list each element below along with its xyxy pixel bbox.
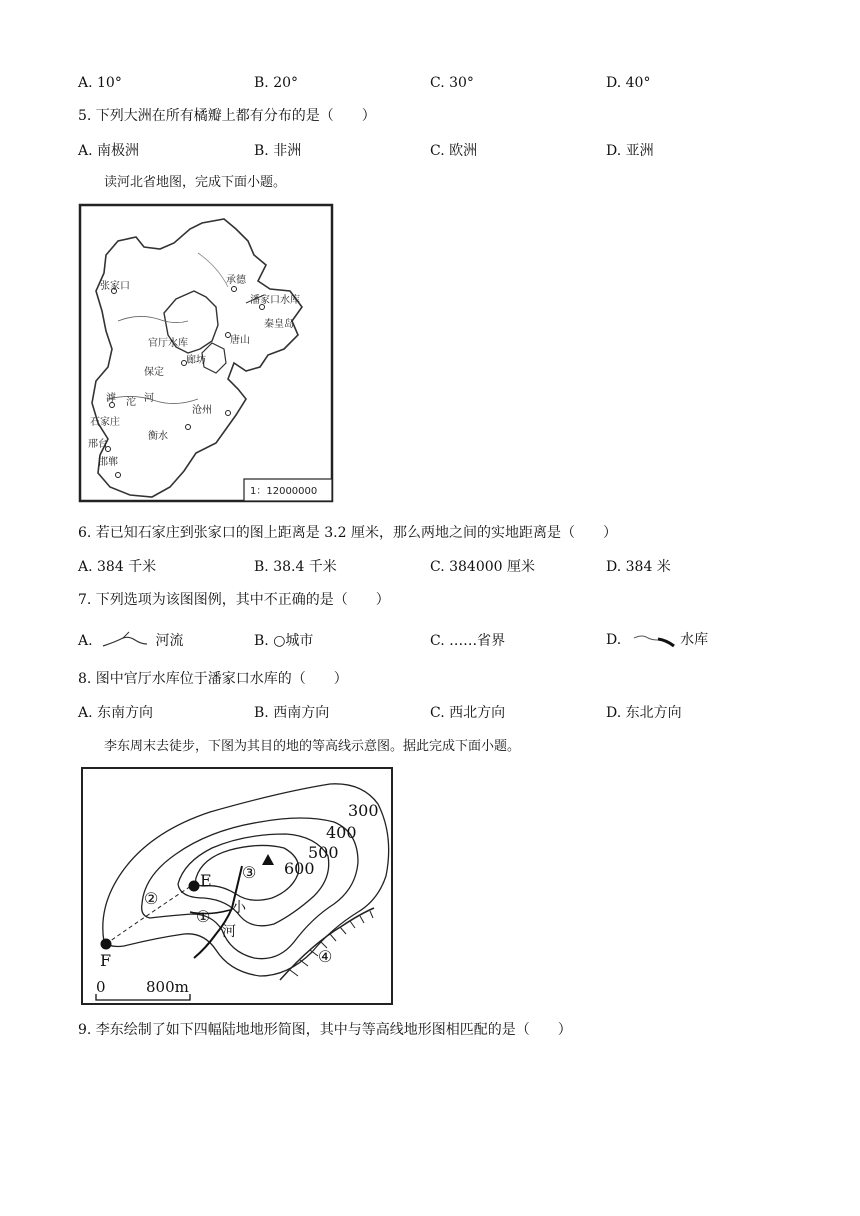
q7-option-c-letter: C. xyxy=(430,633,445,649)
contour-map xyxy=(80,766,394,1007)
contour-intro: 李东周末去徒步，下图为其目的地的等高线示意图。据此完成下面小题。 xyxy=(104,739,521,754)
city-label: 保定 xyxy=(144,367,164,378)
city-label: 官厅水库 xyxy=(148,338,188,349)
q7-option-d xyxy=(606,628,708,652)
q8-stem: 8. 图中官厅水库位于潘家口水库的（ ） xyxy=(78,671,348,687)
city-label: 唐山 xyxy=(230,335,250,346)
q7-option-b xyxy=(254,632,313,650)
city-label: 承德 xyxy=(226,275,246,286)
q7-option-a-letter: A. xyxy=(78,633,93,649)
city-label: 石家庄 xyxy=(90,417,120,428)
q6-option-a: A. 384 千米 xyxy=(78,559,157,575)
marker-2: ② xyxy=(144,889,159,908)
city-label: 邯郸 xyxy=(98,457,118,468)
q7-option-a-text: 河流 xyxy=(155,633,184,649)
contour-level-label: 400 xyxy=(326,823,357,842)
q4-option-a: A. 10° xyxy=(78,75,122,91)
q5-option-a: A. 南极洲 xyxy=(78,143,140,159)
q8-option-a: A. 东南方向 xyxy=(78,705,154,721)
q9-stem: 9. 李东绘制了如下四幅陆地地形简图，其中与等高线地形图相匹配的是（ ） xyxy=(78,1022,572,1038)
city-label: 沧州 xyxy=(192,405,212,416)
q8-option-d: D. 东北方向 xyxy=(606,705,682,721)
q8-option-c: C. 西北方向 xyxy=(430,705,506,721)
q6-option-b: B. 38.4 千米 xyxy=(254,559,337,575)
city-label: 廊坊 xyxy=(186,355,206,366)
point-f-marker xyxy=(101,939,112,950)
map-scale: 1：12000000 xyxy=(250,486,318,497)
q7-option-c xyxy=(430,632,505,650)
city-label: 张家口 xyxy=(100,281,130,292)
q5-stem: 5. 下列大洲在所有橘瓣上都有分布的是（ ） xyxy=(78,108,376,124)
q7-option-b-letter: B. xyxy=(254,633,269,649)
point-e-label: E xyxy=(200,871,212,890)
q7-stem: 7. 下列选项为该图图例，其中不正确的是（ ） xyxy=(78,592,390,608)
point-f-label: F xyxy=(100,951,112,970)
city-label: 邢台 xyxy=(88,439,108,450)
contour-level-label: 600 xyxy=(284,859,315,878)
map-intro: 读河北省地图，完成下面小题。 xyxy=(104,175,287,190)
q5-option-b: B. 非洲 xyxy=(254,143,302,159)
hebei-map xyxy=(78,203,338,505)
q4-option-c: C. 30° xyxy=(430,75,474,91)
marker-4: ④ xyxy=(318,947,333,966)
q7-option-c-text: ……省界 xyxy=(449,633,506,649)
q5-option-c: C. 欧洲 xyxy=(430,143,478,159)
city-label: 秦皇岛 xyxy=(264,319,294,330)
city-label: 潘家口水库 xyxy=(250,295,300,306)
scale-zero: 0 xyxy=(96,978,106,996)
marker-1: ① xyxy=(196,907,211,926)
river-label: 小 xyxy=(232,900,246,916)
q7-option-a xyxy=(78,630,183,652)
point-e-marker xyxy=(189,881,200,892)
q6-option-c: C. 384000 厘米 xyxy=(430,559,536,575)
q7-option-b-text: ○城市 xyxy=(273,633,314,649)
river-label: 河 xyxy=(222,924,236,940)
contour-level-label: 500 xyxy=(308,843,339,862)
river-icon xyxy=(101,630,151,652)
scale-length: 800m xyxy=(146,978,189,996)
reservoir-icon xyxy=(632,628,676,652)
q6-stem: 6. 若已知石家庄到张家口的图上距离是 3.2 厘米，那么两地之间的实地距离是（ ） xyxy=(78,525,617,541)
q4-option-b: B. 20° xyxy=(254,75,299,91)
city-label: 衡水 xyxy=(148,431,168,442)
river-label: 沱 xyxy=(126,397,136,408)
q5-option-d: D. 亚洲 xyxy=(606,143,654,159)
q6-option-d: D. 384 米 xyxy=(606,559,671,575)
river-label: 河 xyxy=(144,393,154,404)
river-label: 滹 xyxy=(106,393,116,404)
q8-option-b: B. 西南方向 xyxy=(254,705,330,721)
contour-level-label: 300 xyxy=(348,801,379,820)
q4-option-d: D. 40° xyxy=(606,75,651,91)
q7-option-d-letter: D. xyxy=(606,632,622,648)
marker-3: ③ xyxy=(242,863,257,882)
q7-option-d-text: 水库 xyxy=(680,632,709,648)
